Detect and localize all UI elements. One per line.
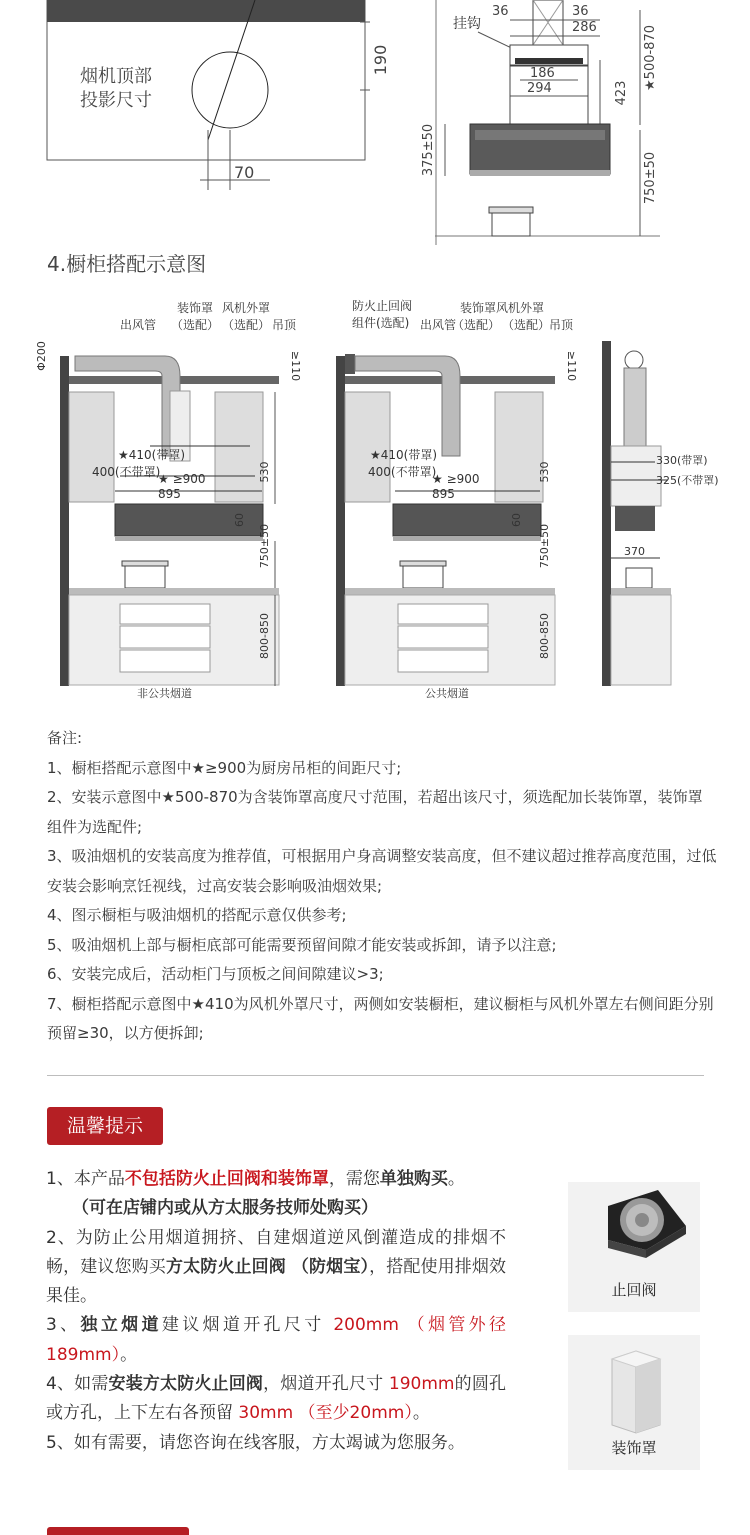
b-895: 895 (432, 487, 455, 501)
b-410: ★410(带罩) (370, 448, 438, 462)
tip-1-sub: （可在店铺内或从方太服务技师处购买） (72, 1198, 378, 1219)
next-section-badge (47, 1527, 189, 1535)
section-divider (47, 1075, 704, 1076)
note-3: 3、吸油烟机的安装高度为推荐值，可根据用户身高调整安装高度，但不建议超过推荐高度范围，过低安装会影响烹饪视线，过高安装会影响吸油烟效果; (47, 847, 717, 895)
b-750: 750±50 (538, 523, 551, 569)
a-400: 400(不带罩) (92, 465, 161, 479)
a-fan-opt: （选配） (222, 318, 271, 332)
dim-186: 186 (530, 66, 555, 81)
a-ceiling: 吊顶 (272, 318, 297, 332)
a-895: 895 (158, 487, 181, 501)
dim-70: 70 (234, 163, 255, 182)
a-decor: 装饰罩 (177, 301, 214, 315)
dim-750: 750±50 (643, 151, 658, 205)
note-6: 6、安装完成后，活动柜门与顶板之间间隙建议>3; (47, 965, 384, 983)
b-opt2: （选配） (502, 318, 551, 332)
a-outlet: 出风管 (120, 318, 157, 332)
product-card-decorative-cover (568, 1335, 700, 1470)
dim-286: 286 (572, 20, 597, 35)
product-label-decorative-cover: 装饰罩 (611, 1439, 657, 1457)
check-valve-icon (568, 1184, 700, 1284)
note-2: 2、安装示意图中★500-870为含装饰罩高度尺寸范围，若超出该尺寸，须选配加长装饰罩，装饰罩组件为选配件; (47, 788, 703, 836)
note-5: 5、吸油烟机上部与橱柜底部可能需要预留间隙才能安装或拆卸，请予以注意; (47, 935, 557, 954)
dim-36: 36 (492, 4, 509, 19)
tip-4: 4、如需安装方太防火止回阀，烟道开孔尺寸 190mm的圆孔或方孔，上下左右各预留 30mm （至少20mm）。 (46, 1374, 507, 1424)
b-60: 60 (510, 513, 523, 527)
a-530: 530 (258, 461, 271, 483)
cabinet-diagram (0, 296, 750, 710)
a-fan: 风机外罩 (222, 301, 271, 315)
a-900: ★ ≥900 (158, 472, 206, 486)
a-800: 800-850 (258, 613, 271, 659)
c-330: 330(带罩) (656, 454, 708, 467)
tip-5: 5、如有需要，请您咨询在线客服，方太竭诚为您服务。 (46, 1432, 465, 1453)
b-assembly: 组件(选配) (352, 316, 410, 330)
product-label-check-valve: 止回阀 (611, 1281, 657, 1299)
a-110: ≥110 (289, 350, 302, 382)
dim-190: 190 (371, 44, 390, 76)
a-410: ★410(带罩) (118, 448, 186, 462)
projection-label-2: 投影尺寸 (80, 90, 152, 111)
installation-diagram (0, 0, 750, 245)
notes (47, 724, 717, 1049)
note-7: 7、橱柜搭配示意图中★410为风机外罩尺寸，两侧如安装橱柜，建议橱柜与风机外罩左右侧间距分别预留≥30，以方便拆卸; (47, 994, 714, 1042)
dim-423: 423 (614, 80, 629, 106)
c-370: 370 (624, 545, 645, 558)
b-valve: 防火止回阀 (352, 299, 413, 313)
note-1: 1、橱柜搭配示意图中★≥900为厨房吊柜的间距尺寸; (47, 758, 402, 777)
a-phi200: Φ200 (35, 341, 48, 371)
note-4: 4、图示橱柜与吸油烟机的搭配示意仅供参考; (47, 906, 347, 924)
b-opt1: （选配） (452, 318, 501, 332)
b-530: 530 (538, 461, 551, 483)
tip-1: 1、本产品不包括防火止回阀和装饰罩，需您单独购买。 (46, 1169, 465, 1189)
b-800: 800-850 (538, 613, 551, 659)
b-400: 400(不带罩) (368, 465, 437, 479)
a-decor-opt: （选配） (171, 318, 220, 332)
product-card-check-valve (568, 1182, 700, 1312)
a-750: 750±50 (258, 523, 271, 569)
dim-294: 294 (527, 81, 552, 96)
decorative-cover-icon (568, 1343, 700, 1443)
b-110: ≥110 (565, 350, 578, 382)
tip-2: 2、为防止公用烟道拥挤、自建烟道逆风倒灌造成的排烟不畅，建议您购买方太防火止回阀 （防烟宝），搭配使用排烟效果佳。 (46, 1227, 507, 1307)
b-outlet: 出风管 (420, 318, 457, 332)
projection-label-1: 烟机顶部 (80, 66, 152, 87)
dim-375: 375±50 (421, 123, 436, 177)
dim-500-870: ★500-870 (643, 25, 658, 91)
tip-3: 3、独立烟道建议烟道开孔尺寸 200mm （烟管外径189mm）。 (46, 1315, 506, 1365)
tips-list (46, 1165, 506, 1458)
b-caption: 公共烟道 (425, 687, 469, 700)
b-decor-fan: 装饰罩风机外罩 (460, 301, 545, 315)
dim-36b: 36 (572, 4, 589, 19)
notes-title: 备注: (47, 729, 83, 747)
hook-label: 挂钩 (453, 16, 481, 32)
section-heading: 4.橱柜搭配示意图 (47, 252, 207, 276)
tips-badge: 温馨提示 (47, 1107, 163, 1145)
b-ceiling: 吊顶 (549, 318, 574, 332)
c-325: 325(不带罩) (656, 474, 719, 487)
a-caption: 非公共烟道 (137, 687, 192, 700)
a-60: 60 (233, 513, 246, 527)
b-900: ★ ≥900 (432, 472, 480, 486)
